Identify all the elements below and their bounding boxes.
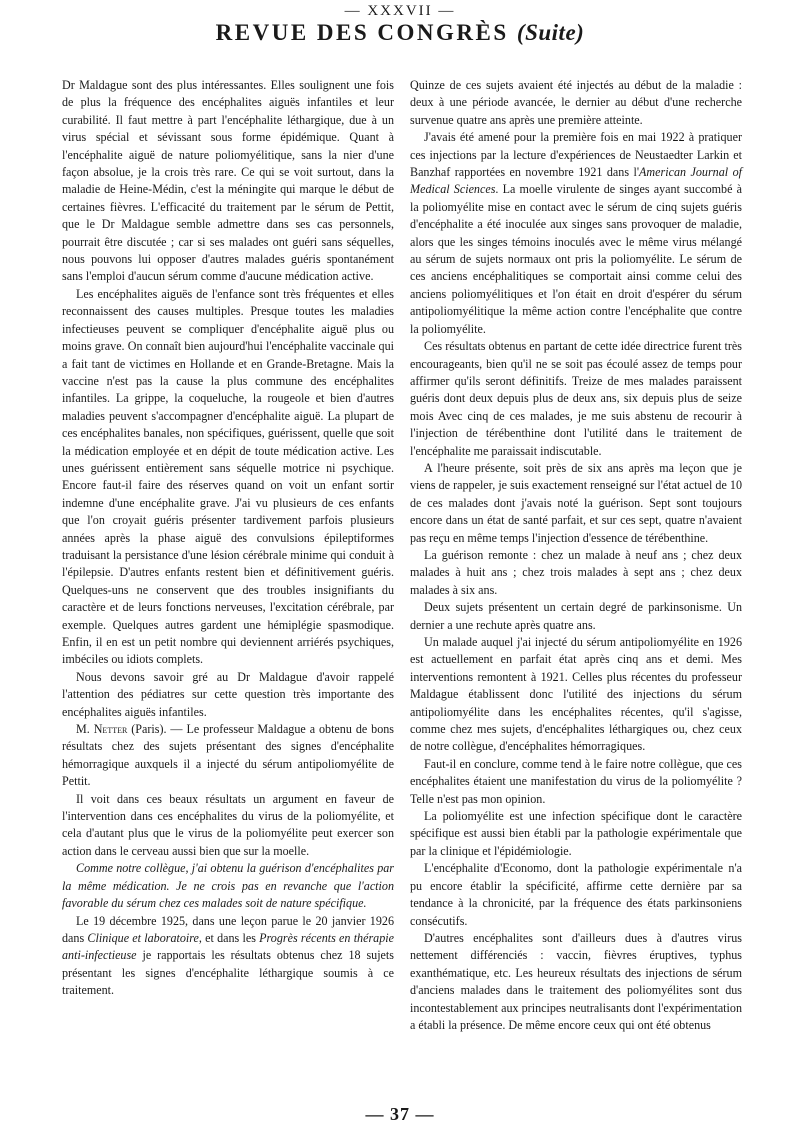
paragraph: Dr Maldague sont des plus intéressantes. Elles soulignent une fois de plus la fréquence des encéphalites aiguës infantiles et leur curabilité. Il faut mettre à part l'encéphalite léthargique, due à un virus spécial et sévissant sous forme épidémique. Quant à l'encéphalite aiguë de nature poliomyélitique, sans la nier d'une façon absolue, je la crois très rare. Ce qui se voit surtout, dans la maladie de Heine-Médin, c'est la méningite qui marque le début de certaines fièvres. L'efficacité du traitement par le sérum de Pettit, que le Dr Maldague semble admettre dans ses cas personnels, pourrait être discutée ; car si ses malades ont guéri sans séquelles, nous pouvons lui opposer d'autres malades guéris spontanément sans l'emploi d'aucun sérum comme d'aucune médication active. (62, 78, 394, 284)
page-folio: — XXXVII — (344, 3, 456, 19)
paragraph: Les encéphalites aiguës de l'enfance sont très fréquentes et elles reconnaissent des causes multiples. Presque toutes les maladies infectieuses peuvent se compliquer d'encéphalite aiguë plus ou moins grave. On connaît bien aujourd'hui l'encéphalite vaccinale qui a fait tant de victimes en Hollande et en Grande-Bretagne. Mais la vaccine n'est pas la cause la plus commune des encéphalites infantiles. La grippe, la coqueluche, la rougeole et bien d'autres maladies peuvent s'accompagner d'encéphalite aiguë. La plupart de ces encéphalites banales, non spécifiques, guérissent, quelle que soit la médication employée et en dépit de toute médication active. Les unes guérissent entièrement sans séquelle motrice ni psychique. Encore faut-il faire des réserves quand on voit un enfant sortir indemne d'une encéphalite grave. J'ai vu plusieurs de ces enfants que l'on croyait guéris présenter tardivement parfois plusieurs années après la phase aiguë des convulsions épileptiformes traduisant la persistance d'une lésion cérébrale minime qui conduit à l'épilepsie. D'autres enfants restent bien et définitivement guéris. Quelques-uns ne conservent que des troubles insignifiants du caractère et de leurs fonctions nerveuses, l'excitation cérébrale, par exemple. Quelques autres gardent une hémiplégie spasmodique. Enfin, il en est un petit nombre qui deviennent arriérés psychiques, imbéciles ou idiots complets. (62, 286, 394, 667)
page-number: — 37 — (365, 1104, 435, 1124)
journal-title: American Journal of Medical Sciences (410, 165, 742, 197)
paragraph-text: Le 19 décembre 1925, dans une leçon parue le 20 janvier 1926 dans (62, 913, 394, 945)
page-title (0, 20, 800, 46)
paragraph: Nous devons savoir gré au Dr Maldague d'avoir rappelé l'attention des pédiatres sur cette question très importante des encéphalites aiguës infantiles. (62, 669, 394, 719)
title-suite: (Suite) (516, 20, 585, 45)
paragraph-text: , et dans les (198, 930, 260, 945)
paragraph (410, 129, 742, 338)
speaker-name: M. Netter (76, 722, 128, 737)
paragraph: La guérison remonte : chez un malade à neuf ans ; chez deux malades à huit ans ; chez trois malades à sept ans ; chez deux malades à six ans. (410, 547, 742, 597)
paragraph: Deux sujets présentent un certain degré de parkinsonisme. Un dernier a une rechute après quatre ans. (410, 600, 742, 632)
paragraph-text: J'avais été amené pour la première fois en mai 1922 à pratiquer ces injections par la lecture d'expériences de Neustaedter Larkin et Banzhaf rapportées en novembre 1921 dans l' (410, 130, 742, 180)
paragraph-text: je rapportais les résultats obtenus chez 18 sujets présentant les signes d'encéphalite léthargique soumis à ce traitement. (62, 948, 394, 998)
paragraph: La poliomyélite est une infection spécifique dont le caractère spécifique est aussi bien établi par la pathologie expérimentale que par la clinique et l'épidémiologie. (410, 809, 742, 858)
paragraph-text: (Paris). — Le professeur Maldague a obtenu de bons résultats chez des sujets présentant des signes d'encéphalite hémorragique auxquels il a injecté du sérum antipoliomyélite de Pettit. (62, 722, 394, 789)
paragraph: Faut-il en conclure, comme tend à le faire notre collègue, que ces encéphalites étaient une manifestation du virus de la poliomyélite ? Telle n'est pas mon opinion. (410, 756, 742, 806)
paragraph: Il voit dans ces beaux résultats un argument en faveur de l'intervention dans ces encéphalites du virus de la poliomyélite, et cela d'autant plus que le virus de la poliomyélite peut exercer son action dans le cerveau aussi bien que sur la moelle. (62, 791, 394, 858)
title-text: REVUE DES CONGRÈS (215, 20, 509, 45)
paragraph-text: . La moelle virulente de singes ayant succombé à la poliomyélite mise en contact avec le sérum de cinq sujets guéris d'encéphalite a été inoculée aux singes sans provoquer de maladie, alors que les singes témoins inoculés avec le même virus mélangé au sérum de sujets normaux ont pris la poliomyélite. Le sérum de ces anciens encéphalitiques se comportait ainsi comme celui des anciens poliomyélitiques et l'on était en droit d'espérer du sérum antipoliomyélitique la même action contre l'encéphalite que contre la poliomyélite. (410, 182, 742, 336)
paragraph: D'autres encéphalites sont d'ailleurs dues à d'autres virus nettement différenciés : vaccin, fièvres éruptives, typhus exanthématique, etc. Les heureux résultats des injections de sérum d'anciens malades dans le traitement des poliomyélites sont dus incontestablement aux principes neutralisants dont l'expérimentation a établi la présence. De même encore ceux qui ont été obtenus (410, 930, 742, 1032)
journal-title: Progrès récents en thérapie anti-infectieuse (62, 930, 394, 963)
paragraph-italic: Comme notre collègue, j'ai obtenu la guérison d'encéphalites par la même médication. Je ne crois pas en revanche que l'action favorable du sérum chez ces malades soit de nature spécifique. (62, 861, 394, 911)
right-column (410, 77, 742, 1034)
paragraph: Ces résultats obtenus en partant de cette idée directrice furent très encourageants, bien qu'il ne se soit pas écoulé assez de temps pour affirmer qu'ils seront définitifs. Treize de mes malades paraissent guéris dont deux depuis plus de deux ans, six depuis plus de seize mois Avec cinq de ces malades, je me suis abstenu de recourir à l'injection de térébenthine dont l'utilité dans le traitement de l'encéphalite me paraissait indiscutable. (410, 339, 742, 458)
left-column (62, 77, 394, 1000)
paragraph (62, 721, 394, 791)
paragraph: L'encéphalite d'Economo, dont la pathologie expérimentale n'a pu encore établir la spécificité, affirme cette dernière par sa tendance à la chronicité, par la fréquence des états parkinsoniens consécutifs. (410, 861, 742, 928)
paragraph: A l'heure présente, soit près de six ans après ma leçon que je viens de rappeler, je suis exactement renseigné sur l'état actuel de 10 de ces malades dont j'avais noté la guérison. Sept sont toujours encore dans un état de santé parfait, et sur ces sept, quatre n'avaient pas reçu en même temps l'injection d'essence de térébenthine. (410, 460, 742, 545)
paragraph: Quinze de ces sujets avaient été injectés au début de la maladie : deux à une période avancée, le dernier au début d'une recherche survenue quatre ans après une première atteinte. (410, 78, 742, 127)
journal-title: Clinique et laboratoire (87, 930, 199, 945)
paragraph (62, 913, 394, 1000)
paragraph: Un malade auquel j'ai injecté du sérum antipoliomyélite en 1926 est actuellement en parfait état après cinq ans et demi. Mes interventions remontent à 1921. Celles plus récentes du professeur Maldague établissent donc l'utilité des injections du sérum antipoliomyélite dans les encéphalites récentes, qu'il s'agisse, comme chez mes sujets, d'encéphalites léthargiques ou, chez ceux de notre collègue, d'encéphalites hémorragiques. (410, 635, 742, 754)
